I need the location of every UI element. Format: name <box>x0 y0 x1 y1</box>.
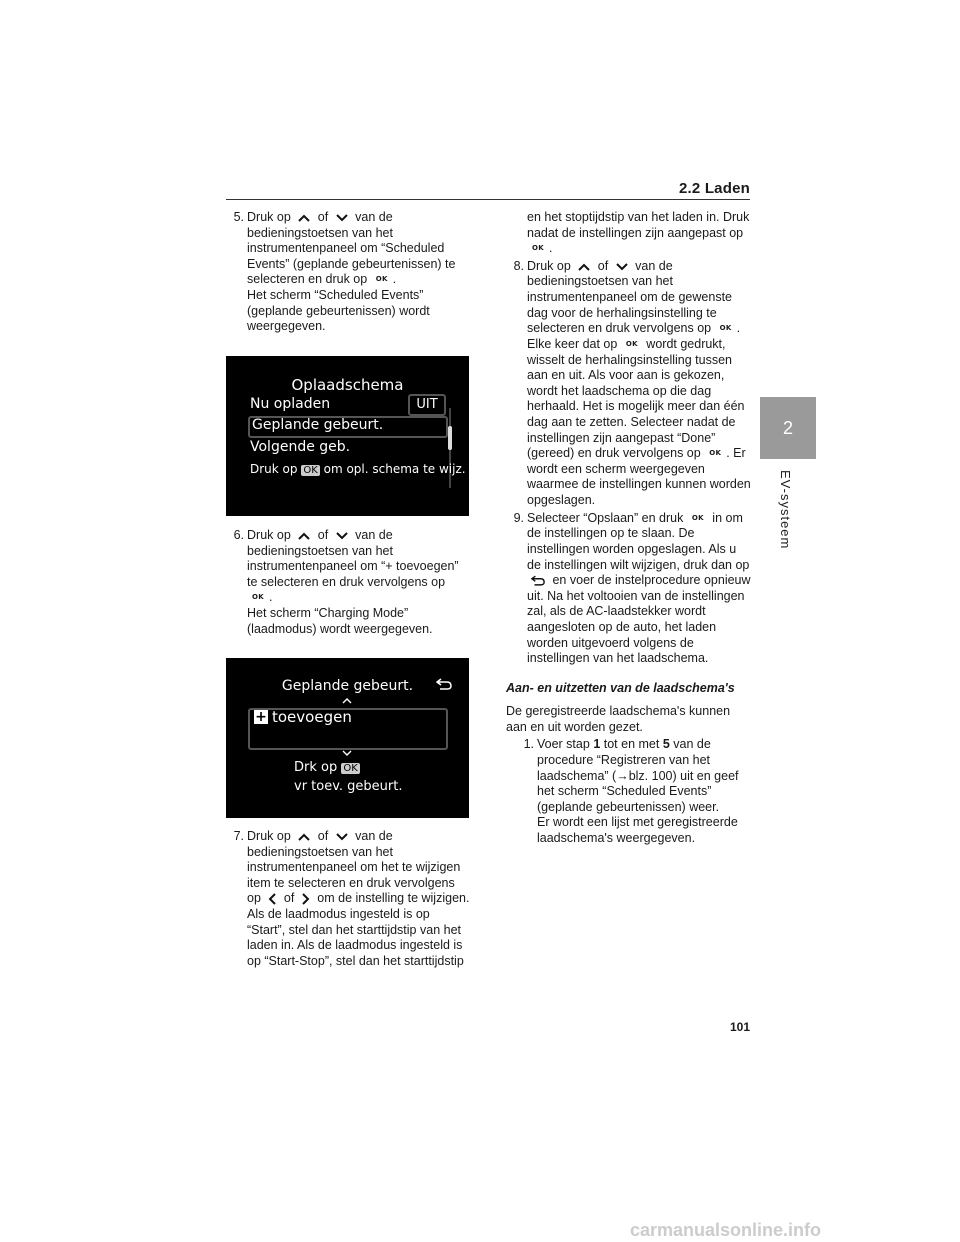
chevron-up-icon <box>298 833 310 841</box>
left-column-step6 <box>226 528 471 639</box>
chevron-up-icon <box>578 263 590 271</box>
back-icon <box>531 575 545 586</box>
menu-item-volgende: Volgende geb. <box>250 439 351 455</box>
step-7: 7. Druk op of van de bedieningstoetsen van het instrumentenpaneel om het te wijzigen item te selecteren en druk vervolgens op of om de instelling te wijzigen. Als de laadmodus ingesteld is op “Start”, stel dan het starttijdstip van het laden in. Als de laadmodus ingesteld is op “Start-Stop”, stel dan het starttijdstip <box>233 829 470 968</box>
chevron-up-icon <box>342 698 352 704</box>
chevron-down-icon <box>336 532 348 540</box>
screen-title: Oplaadschema <box>291 376 404 394</box>
left-column <box>226 210 471 337</box>
screen-oplaadschema <box>226 356 469 516</box>
chevron-left-icon <box>268 893 276 905</box>
screen-hint-line1: Drk op OK <box>294 760 358 775</box>
chevron-down-icon <box>336 214 348 222</box>
chapter-label: EV-systeem <box>778 470 793 550</box>
back-icon <box>436 678 452 690</box>
ok-icon: OK <box>709 449 722 458</box>
section-heading: Aan- en uitzetten van de laadschema's <box>506 680 735 695</box>
chapter-number: 2 <box>782 418 793 438</box>
step-8: 8. Druk op of van de bedieningstoetsen van het instrumentenpaneel om de gewenste dag voor de herhalingsinstelling te selecteren en druk vervolgens op OK . Elke keer dat op OK wordt gedrukt, wisselt de herhalingsinstelling tussen aan en uit. Als voor aan is gekozen, wordt het laadschema op die dag herhaald. Het is mogelijk meer dan één dag aan te zetten. Selecteer nadat de instellingen zijn aangepast “Done” (gereed) en druk vervolgens op OK . Er wordt een scherm weergegeven waarmee de instellingen kunnen worden opgeslagen. <box>513 258 751 508</box>
step-6-result: Het scherm “Charging Mode” (laadmodus) wordt weergegeven. <box>247 606 433 636</box>
add-item-label: toevoegen <box>272 708 352 726</box>
substep-1-result: Er wordt een lijst met geregistreerde laadschema's weergegeven. <box>537 815 738 846</box>
watermark: carmanualsonline.info <box>630 1220 822 1240</box>
step-5: 5. Druk op of van de bedieningstoetsen van het instrumentenpaneel om “Scheduled Events” (geplande gebeurtenissen) te selecteren en druk op OK . <box>233 210 456 287</box>
screen-geplande-gebeurt <box>226 658 469 818</box>
status-badge: UIT <box>408 394 446 416</box>
ok-icon: OK <box>303 465 318 476</box>
ok-icon: OK <box>719 324 732 333</box>
chevron-right-icon <box>302 893 310 905</box>
chevron-up-icon <box>298 214 310 222</box>
step-6: 6. Druk op of van de bedieningstoetsen van het instrumentenpaneel om “+ toevoegen” te selecteren en druk vervolgens op OK . <box>233 528 459 605</box>
menu-item-geplande: Geplande gebeurt. <box>252 417 384 433</box>
ok-icon: OK <box>625 339 638 348</box>
left-column-step7 <box>226 829 471 969</box>
screen-hint: Druk op OK om opl. schema te wijz. <box>250 462 466 476</box>
page-number: 101 <box>729 1020 750 1034</box>
menu-item-nu-opladen: Nu opladen <box>250 396 331 412</box>
screen-hint-line2: vr toev. gebeurt. <box>294 779 403 794</box>
chevron-down-icon <box>336 833 348 841</box>
header-rule <box>226 199 750 200</box>
ok-icon: OK <box>691 513 704 522</box>
step-7-continued: en het stoptijdstip van het laden in. Druk nadat de instellingen zijn aangepast op OK . <box>527 210 750 256</box>
right-column <box>506 210 752 849</box>
ok-icon: OK <box>532 244 544 253</box>
ok-icon: OK <box>343 763 358 774</box>
section-header: 2.2 Laden <box>679 180 750 197</box>
chevron-down-icon <box>342 750 352 756</box>
plus-icon: + <box>255 709 267 725</box>
chevron-up-icon <box>298 532 310 540</box>
scrollbar-thumb <box>448 426 452 450</box>
screen-title: Geplande gebeurt. <box>281 678 414 694</box>
substep-1: 1. Voer stap 1 tot en met 5 van de procedure “Registreren van het laadschema” (→blz. 100) uit en geef het scherm “Scheduled Events” (geplande gebeurtenissen) weer. <box>523 737 739 814</box>
step-9: 9. Selecteer “Opslaan” en druk OK in om de instellingen op te slaan. De instellingen worden opgeslagen. Als u de instellingen wilt wijzigen, druk dan op en voer de instelprocedure opnieuw uit. Na het voltooien van de instellingen zal, als de AC-laadstekker wordt aangesloten op de auto, het laden worden uitgevoerd volgens de instellingen van het laadschema. <box>513 510 751 666</box>
ok-icon: OK <box>252 593 264 602</box>
step-5-result: Het scherm “Scheduled Events” (geplande gebeurtenissen) wordt weergegeven. <box>247 288 430 334</box>
section-intro: De geregistreerde laadschema's kunnen aan en uit worden gezet. <box>506 704 731 734</box>
ok-icon: OK <box>375 275 388 284</box>
chevron-down-icon <box>616 263 628 271</box>
